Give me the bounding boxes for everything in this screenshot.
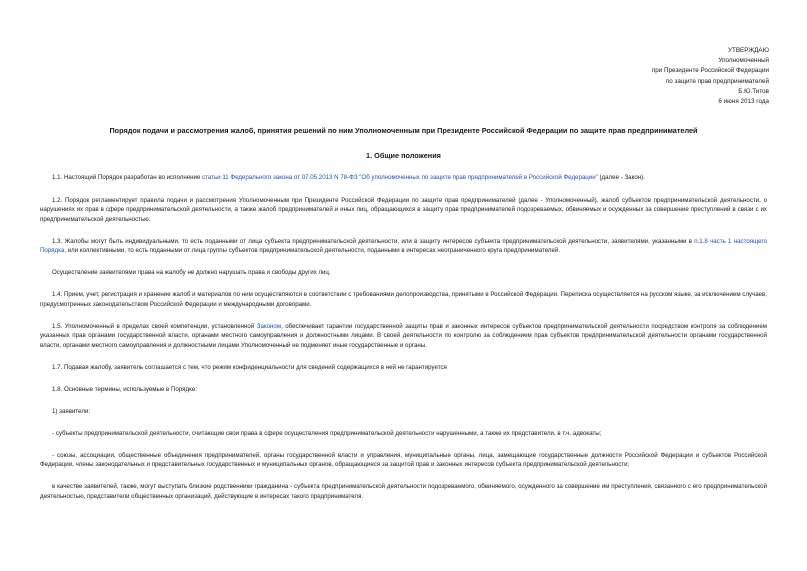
paragraph-1-8: 1.8. Основные термины, используемые в Порядке:: [52, 385, 197, 393]
paragraph-text: , или коллективными, то есть поданными от лица группы субъектов предпринимательской деятельности, поданными в интересах неограниченного круга предпринимателей.: [64, 247, 561, 254]
paragraph-1-5: [40, 322, 767, 351]
paragraph-applicants: 1) заявители:: [52, 407, 91, 415]
approval-line: Б.Ю.Титов: [738, 87, 769, 95]
paragraph-1-2: 1.2. Порядок регламентирует правила подачи и рассмотрения Уполномоченным при Президенте Российской Федерации по защите прав предпринимателей (далее - Уполномоченный), жалоб субъектов предпринимательской деятельности, о нарушениях их прав в сфере предпринимательской деятельности, а также жалоб предпринимателей и иных лиц, обращающихся в защиту прав предпринимателей подозреваемых, обвиняемых и осужденных за совершение преступлений в связи с их предпринимательской деятельностью.: [40, 196, 767, 223]
approval-line: по защите прав предпринимателей: [665, 77, 769, 85]
section-title: 1. Общие положения: [366, 151, 441, 160]
paragraph-1-7: 1.7. Подавая жалобу, заявитель соглашается с тем, что режим конфиденциальности для сведений содержащихся в ней не гарантируется: [52, 363, 447, 371]
section-reference-link[interactable]: п.1.8 часть 1 настоящего Порядка: [40, 237, 767, 254]
law-article-link[interactable]: статьи 11 Федерального закона от 07.05.2013 N 78-ФЗ "Об уполномоченных по защите прав предпринимателей в Российской Федерации": [202, 174, 598, 181]
paragraph-1-3: [40, 237, 767, 256]
paragraph-text: 1.1. Настоящий Порядок разработан во исполнение: [52, 174, 203, 181]
approval-line: УТВЕРЖДАЮ: [727, 47, 769, 54]
approval-line: Уполномоченный: [718, 57, 769, 65]
paragraph-1-4: 1.4. Прием, учет, регистрация и хранение жалоб и материалов по ним осуществляются в соответствии с требованиями делопроизводства, принятыми в Российской Федерации. Переписка осуществляется на русском языке, за исключением случаев, предусмотренных законодательством Российской Федерации и международными договорами.: [40, 291, 767, 308]
list-item: - субъекты предпринимательской деятельности, считающие свои права в сфере осуществления предпринимательской деятельности нарушенными, а также их представители, в т.ч. адвокаты;: [52, 429, 602, 437]
approval-block: [652, 46, 769, 107]
paragraph-1-1: [40, 173, 767, 183]
document-body: [40, 173, 767, 501]
paragraph-text: (далее - Закон).: [597, 174, 645, 181]
paragraph-text: 1.3. Жалобы могут быть индивидуальными, то есть поданными от лица субъекта предпринимательской деятельности, или в защиту интересов субъекта предпринимательской деятельности, заявителями, указанными в: [52, 237, 695, 245]
paragraph-relatives: в качестве заявителей, также, могут выступать близкие родственники гражданина - субъекта предпринимательской деятельности подозреваемого, обвиняемого, осужденного за совершение им преступления, связанного с его предпринимательской деятельностью, представители общественных организаций, действующие в интересах такого предпринимателя.: [40, 483, 767, 500]
paragraph-rights: Осуществление заявителями права на жалобу не должно нарушать права и свободы других лиц.: [52, 269, 331, 276]
law-link[interactable]: Законом: [256, 322, 282, 330]
paragraph-text: , обеспечивает гарантии государственной защиты прав и законных интересов субъектов предпринимательской деятельности посредством контроля за соблюдением указанных прав органами государственной власти, органами местного самоуправления и должностными лицами. В своей деятельности по контролю за соблюдением прав субъектов предпринимательской деятельности органами государственной власти, органами местного самоуправления и должностными лицами Уполномоченный не подменяет иные государственные и органы.: [40, 322, 767, 349]
approval-line: 6 июня 2013 года: [718, 98, 769, 106]
document-title: Порядок подачи и рассмотрения жалоб, принятия решений по ним Уполномоченным при Президенте Российской Федерации по защите прав предпринимателей: [109, 126, 698, 135]
approval-line: при Президенте Российской Федерации: [651, 67, 769, 75]
paragraph-text: 1.5. Уполномоченный в пределах своей компетенции, установленной: [52, 322, 257, 330]
list-item: - союзы, ассоциации, общественные объединения предпринимателей, органы государственной власти и управления, муниципальные органы, лица, замещающие государственные должности Российской Федерации и субъектов Российской Федерации, члены законодательных и представительных государственных и муниципальных органов, обращающиеся за защитой прав и законных интересов субъекта предпринимательской деятельности;: [40, 451, 767, 468]
